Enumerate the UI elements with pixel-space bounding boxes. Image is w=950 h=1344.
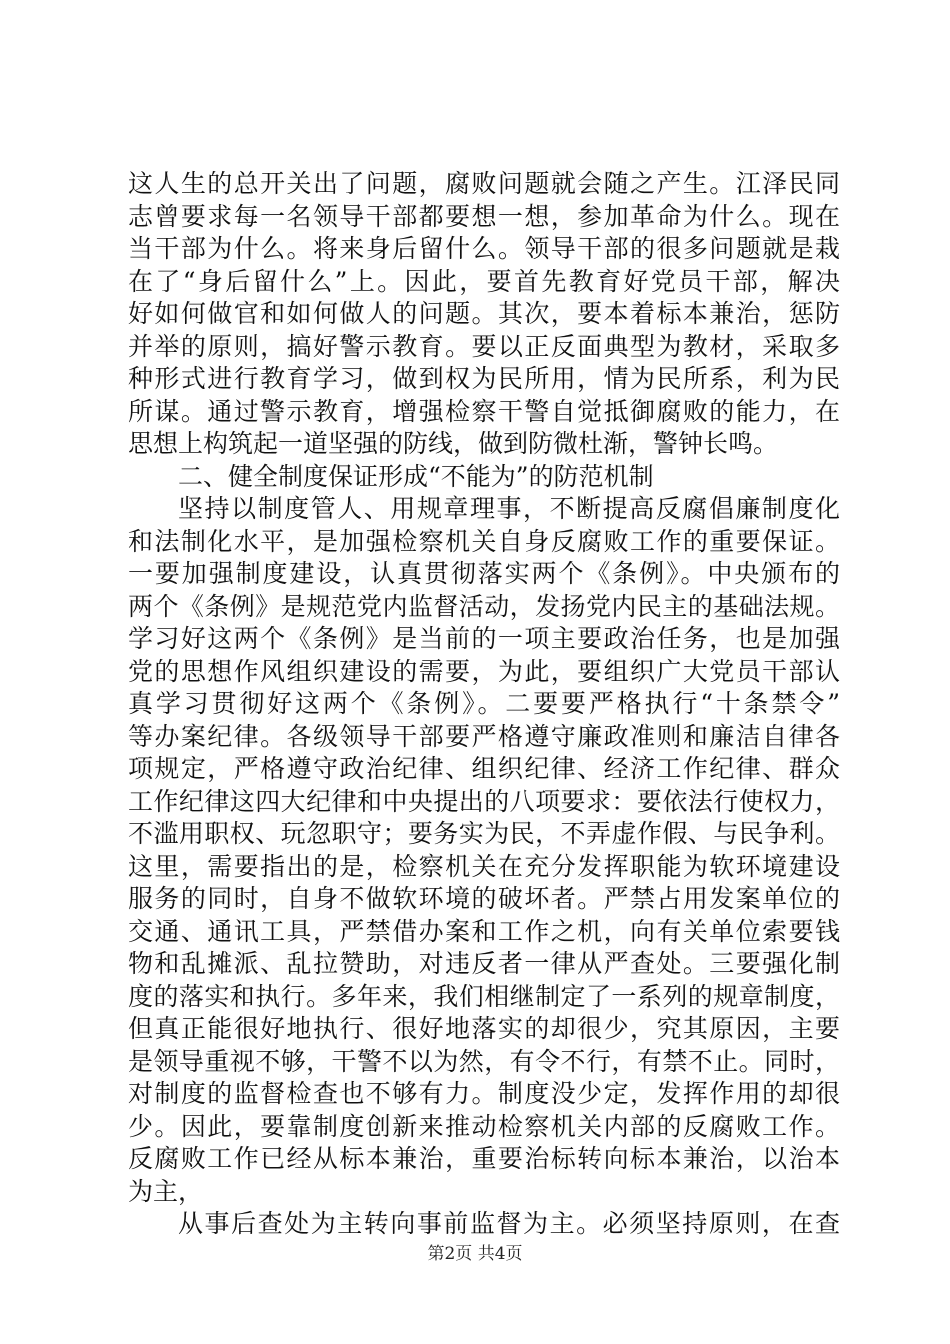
text-line: 并举的原则，搞好警示教育。要以正反面典型为教材，采取多 <box>128 331 840 361</box>
text-line: 坚持以制度管人、用规章理事，不断提高反腐倡廉制度化 <box>178 494 840 523</box>
text-line: 项规定，严格遵守政治纪律、组织纪律、经济工作纪律、群众 <box>128 754 840 783</box>
text-line: 志曾要求每一名领导干部都要想一想，参加革命为什么。现在 <box>128 201 840 231</box>
text-line: 学习好这两个《条例》是当前的一项主要政治任务，也是加强 <box>128 624 840 653</box>
section-heading: 二、健全制度保证形成“不能为”的防范机制 <box>178 461 654 491</box>
text-line: 党的思想作风组织建设的需要，为此，要组织广大党员干部认 <box>128 656 840 686</box>
text-line: 但真正能很好地执行、很好地落实的却很少，究其原因，主要 <box>128 1014 840 1043</box>
text-line: 工作纪律这四大纪律和中央提出的八项要求：要依法行使权力， <box>128 786 840 816</box>
text-line: 交通、通讯工具，严禁借办案和工作之机，向有关单位索要钱 <box>128 916 840 946</box>
text-line: 所谋。通过警示教育，增强检察干警自觉抵御腐败的能力，在 <box>128 396 840 426</box>
text-line: 和法制化水平，是加强检察机关自身反腐败工作的重要保证。 <box>128 526 840 556</box>
text-line: 在了“身后留什么”上。因此，要首先教育好党员干部，解决 <box>128 266 840 296</box>
text-line: 服务的同时，自身不做软环境的破坏者。严禁占用发案单位的 <box>128 884 840 913</box>
text-line: 反腐败工作已经从标本兼治，重要治标转向标本兼治，以治本 <box>128 1144 840 1173</box>
text-line: 好如何做官和如何做人的问题。其次，要本着标本兼治，惩防 <box>128 299 840 328</box>
text-line: 少。因此，要靠制度创新来推动检察机关内部的反腐败工作。 <box>128 1111 840 1141</box>
page-footer <box>0 1244 950 1264</box>
text-line: 真学习贯彻好这两个《条例》。二要要严格执行“十条禁令” <box>128 689 840 718</box>
text-line: 等办案纪律。各级领导干部要严格遵守廉政准则和廉洁自律各 <box>128 721 840 751</box>
text-line: 度的落实和执行。多年来，我们相继制定了一系列的规章制度， <box>128 981 840 1011</box>
text-line: 一要加强制度建设，认真贯彻落实两个《条例》。中央颁布的 <box>128 559 840 588</box>
text-line: 从事后查处为主转向事前监督为主。必须坚持原则，在查 <box>178 1209 840 1238</box>
text-line: 思想上构筑起一道坚强的防线，做到防微杜渐，警钟长鸣。 <box>128 429 779 458</box>
page-indicator: 第2页 共4页 <box>427 1244 523 1264</box>
text-line: 物和乱摊派、乱拉赞助，对违反者一律从严查处。三要强化制 <box>128 949 840 978</box>
text-line: 这人生的总开关出了问题，腐败问题就会随之产生。江泽民同 <box>128 169 840 198</box>
text-line: 种形式进行教育学习，做到权为民所用，情为民所系，利为民 <box>128 364 840 393</box>
text-line: 对制度的监督检查也不够有力。制度没少定，发挥作用的却很 <box>128 1079 840 1108</box>
text-line: 不滥用职权、玩忽职守；要务实为民，不弄虚作假、与民争利。 <box>128 819 840 848</box>
text-line: 这里，需要指出的是，检察机关在充分发挥职能为软环境建设 <box>128 851 840 881</box>
document-body <box>128 168 840 1241</box>
text-line: 当干部为什么。将来身后留什么。领导干部的很多问题就是栽 <box>128 234 840 263</box>
text-line: 是领导重视不够，干警不以为然，有令不行，有禁不止。同时， <box>128 1046 840 1076</box>
text-line: 为主， <box>128 1176 204 1206</box>
text-line: 两个《条例》是规范党内监督活动，发扬党内民主的基础法规。 <box>128 591 840 621</box>
